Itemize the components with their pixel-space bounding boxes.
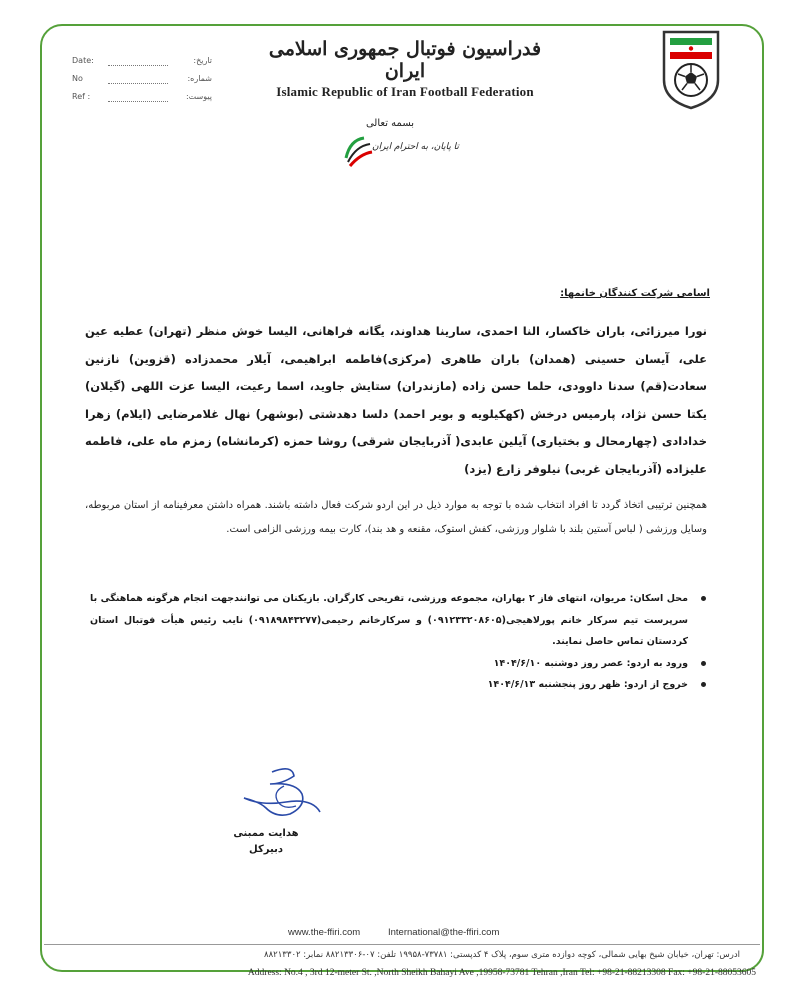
signature-icon	[232, 762, 332, 822]
accommodation-text: محل اسکان: مریوان، انتهای فاز ۲ بهاران، مجموعه ورزشی، تفریحی کارگران. بازیکنان می توانندجهت انجام هرگونه هماهنگی با سرپرست تیم سرکار خانم پورلاهیجی(۰۹۱۲۳۳۲۰۸۶۰۵) و سرکارخانم رحیمی(۰۹۱۸۹۸۴۳۲۷۷) نایب رئیس هیأت فوتبال استان کردستان تماس حاصل نمایند.	[90, 593, 688, 647]
date-row	[72, 56, 212, 70]
participants-heading	[80, 288, 710, 299]
number-row	[72, 74, 212, 88]
bullet-icon	[701, 661, 706, 666]
number-label-fa: شماره:	[187, 74, 212, 83]
departure-text: خروج از اردو: ظهر روز پنجشنبه ۱۴۰۴/۶/۱۳	[487, 679, 688, 690]
arrival-text: ورود به اردو: عصر روز دوشنبه ۱۴۰۴/۶/۱۰	[493, 657, 688, 669]
participants-heading-text: اسامی شرکت کنندگان خانمها:	[560, 288, 710, 299]
footer-address-fa: آدرس: تهران، خیابان شیخ بهایی شمالی، کوچه دوازده متری سوم، پلاک ۴ کدپستی: ۷۳۷۸۱-۱۹۹۵۸ تلفن: ۰۷-۸۸۲۱۳۳۰۶ نمابر: ۸۸۲۱۳۳۰۲	[264, 950, 740, 960]
footer-website: www.the-ffiri.com	[288, 927, 361, 938]
signatory-title: دبیرکل	[249, 844, 283, 855]
participants-list: نورا میرزائی، باران خاکسار، النا احمدی، سارینا هداوند، یگانه فراهانی، الیسا خوش منظر (تهران) عطیه عین علی، آیسان حسینی (همدان) باران طاهری (مرکزی)فاطمه ابراهیمی، آیلار محمدزاده (قزوین) نازنین سعادت(قم) سدنا داوودی، حلما حسن زاده (مازندران) ستایش جاوید، اسما رعیت، الیسا عزت اللهی (گیلان) یکتا حسن نژاد، پارمیس درخش (کهکیلویه و بویر احمد) دلسا دهدشتی (بوشهر) نهال غلامرضایی (ایلام) زهرا خدادادی (چهارمحال و بختیاری) آیلین عابدی( آذربایجان شرقی) روشا حمزه (کرمانشاه) زمزم ماه علی، فاطمه علیزاده (آذربایجان غربی) نیلوفر زارع (یزد)	[85, 324, 707, 476]
footer-email: International@the-ffiri.com	[388, 927, 500, 938]
bullet-icon	[701, 682, 706, 687]
signatory	[230, 826, 302, 858]
list-item	[90, 653, 688, 675]
ref-label-en: Ref :	[72, 92, 91, 101]
federation-name-fa: فدراسیون فوتبال جمهوری اسلامی ایران	[268, 38, 542, 82]
number-label-en: No	[72, 74, 83, 83]
ref-label-fa: پیوست:	[185, 92, 212, 101]
list-item	[90, 674, 688, 696]
list-item	[90, 588, 688, 653]
date-label-fa: تاریخ:	[193, 56, 212, 65]
signatory-name: هدایت ممبنی	[233, 828, 299, 839]
number-dotted-line	[108, 83, 168, 84]
footer-address-en: Address: No.4 , 3rd 12-meter St. ,North Sheikh Bahayi Ave ,19958-73781 Tehran ,Iran Tel: +98-21-88213308 Fax: +98-21-88053605	[247, 968, 756, 978]
federation-name-en: Islamic Republic of Iran Football Federation	[276, 84, 534, 99]
ref-dotted-line	[108, 101, 168, 102]
camp-details-list	[90, 588, 688, 696]
ref-row	[72, 92, 212, 106]
date-dotted-line	[108, 65, 168, 66]
bismillah-title: بسمه تعالی	[365, 118, 415, 129]
instructions-paragraph: همچنین ترتیبی اتخاذ گردد تا افراد انتخاب شده با توجه به موارد ذیل در این اردو شرکت فعال داشته باشند. همراه داشتن معرفینامه از استان مربوطه، وسایل ورزشی ( لباس آستین بلند با شلوار ورزشی، کفش استوک، مقنعه و هد بند)، کارت بیمه ورزشی الزامی است.	[85, 500, 707, 535]
bismillah-motto: تا پایان، به احترام ایران	[372, 142, 459, 152]
footer-divider	[44, 944, 760, 945]
federation-logo-icon	[660, 28, 722, 110]
date-label-en: Date:	[72, 56, 94, 65]
bullet-icon	[701, 596, 706, 601]
